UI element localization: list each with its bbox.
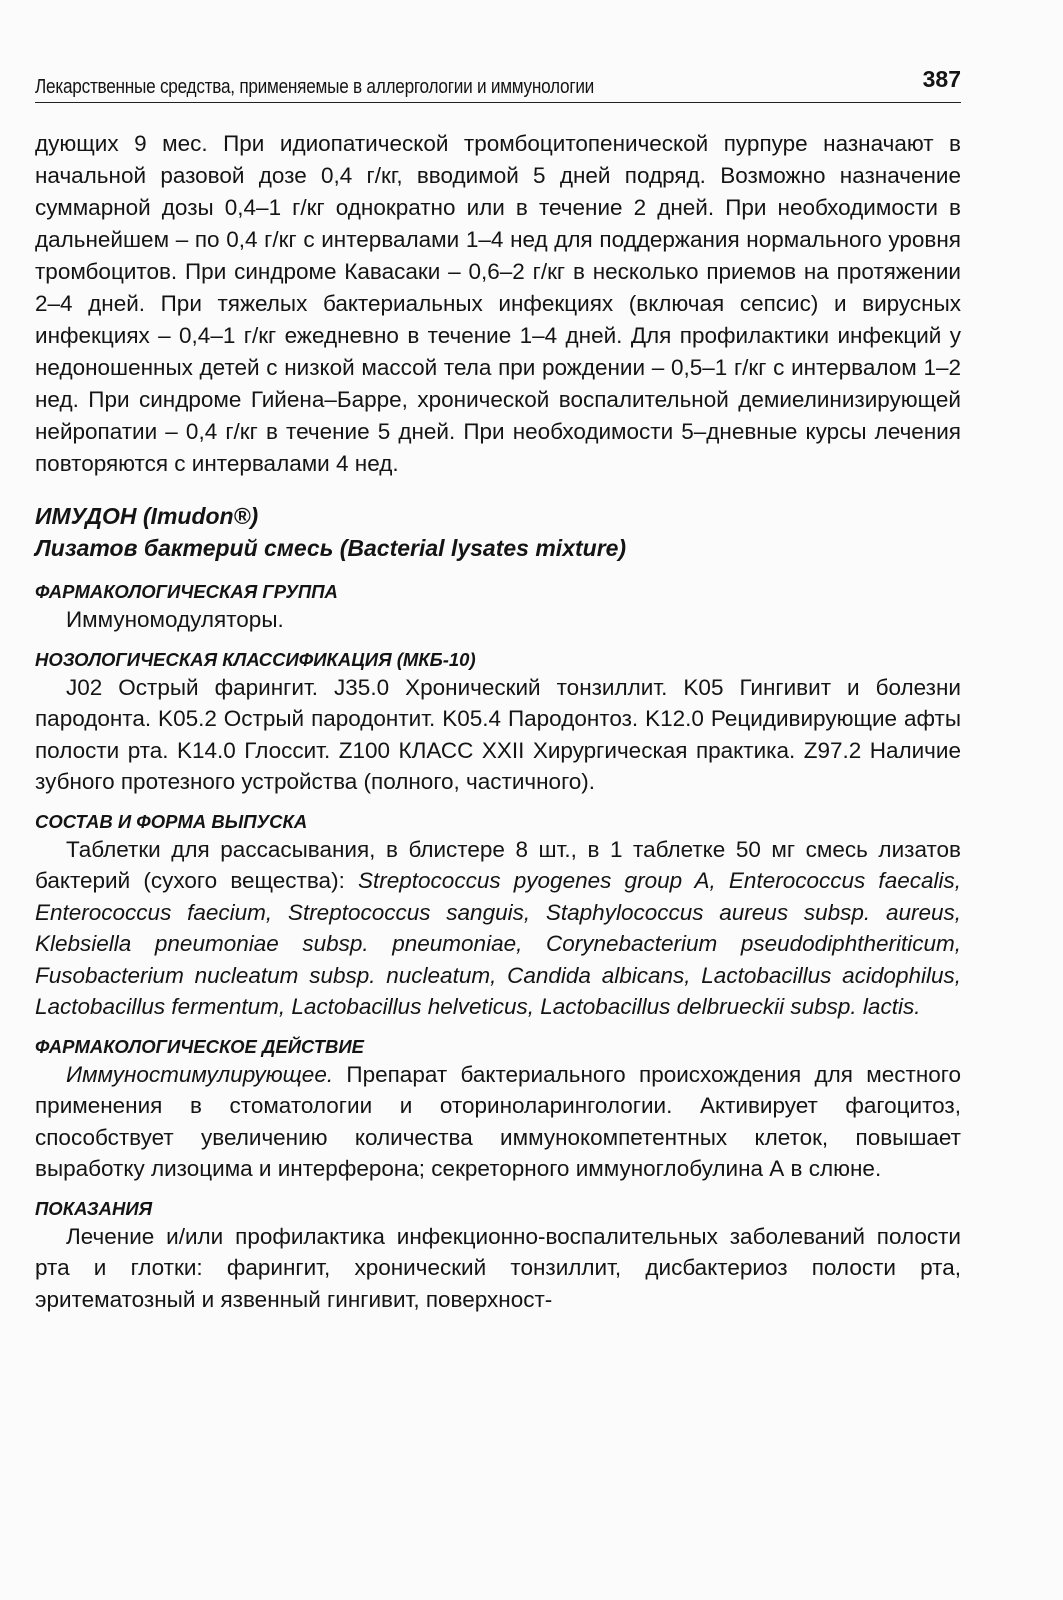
section-text-action	[35, 1059, 961, 1185]
section-heading-action: ФАРМАКОЛОГИЧЕСКОЕ ДЕЙСТВИЕ	[35, 1035, 365, 1057]
section-heading-composition: СОСТАВ И ФОРМА ВЫПУСКА	[35, 810, 308, 832]
section-heading-pharm-group: ФАРМАКОЛОГИЧЕСКАЯ ГРУППА	[35, 581, 338, 602]
intro-paragraph: дующих 9 мес. При идиопатической тромбоцитопенической пурпуре назначают в начальной разовой дозе 0,4 г/кг, вводимой 5 дней подряд. Возможно назначение суммарной дозы 0,4–1 г/кг однократно или в течение 2 дней. При необходимости в дальнейшем – по 0,4 г/кг с интервалами 1–4 нед для поддержания нормального уровня тромбоцитов. При синдроме Кавасаки – 0,6–2 г/кг в несколько приемов на протяжении 2–4 дней. При тяжелых бактериальных инфекциях (включая сепсис) и вирусных инфекциях – 0,4–1 г/кг ежедневно в течение 1–4 дней. Для профилактики инфекций у недоношенных детей с низкой массой тела при рождении – 0,5–1 г/кг с интервалом 1–2 нед. При синдроме Гийена–Барре, хронической воспалительной демиелинизирующей нейропатии – 0,4 г/кг в течение 5 дней. При необходимости 5–дневные курсы лечения повторяются с интервалами 4 нед.	[35, 131, 961, 476]
action-text: Препарат бактериального происхождения для местного применения в стоматологии и оториноларингологии. Активирует фагоцитоз, способствует увеличению количества иммунокомпетентных клеток, повышает выработку лизоцима и интерферона; секреторного иммуноглобулина А в слюне.	[35, 1061, 961, 1181]
drug-entry	[35, 500, 961, 1315]
drug-generic-name: Лизатов бактерий смесь (Bacterial lysates mixture)	[35, 535, 627, 561]
page-number: 387	[922, 66, 961, 92]
drug-trade-name: ИМУДОН (Imudon®)	[35, 503, 259, 529]
section-heading-nosology: НОЗОЛОГИЧЕСКАЯ КЛАССИФИКАЦИЯ (МКБ-10)	[35, 648, 476, 670]
section-text-nosology: J02 Острый фарингит. J35.0 Хронический тонзиллит. K05 Гингивит и болезни пародонта. K05.2 Острый пародонтит. K05.4 Пародонтоз. K12.0 Рецидивирующие афты полости рта. K14.0 Глоссит. Z100 КЛАСС XXII Хирургическая практика. Z97.2 Наличие зубного протезного устройства (полного, частичного).	[35, 674, 961, 794]
section-text-indications: Лечение и/или профилактика инфекционно-воспалительных заболеваний полости рта и глотки: фарингит, хронический тонзиллит, дисбактериоз полости рта, эритематозный и язвенный гингивит, поверхност-	[35, 1223, 961, 1312]
section-text-composition	[35, 834, 961, 1023]
composition-species-list: Streptococcus pyogenes group A, Enterococcus faecalis, Enterococcus faecium, Streptococcus sanguis, Staphylococcus aureus subsp. aureus, Klebsiella pneumoniae subsp. pneumoniae, Corynebacterium pseudodiphtheriticum, Fusobacterium nucleatum subsp. nucleatum, Candida albicans, Lactobacillus acidophilus, Lactobacillus fermentum, Lactobacillus helveticus, Lactobacillus delbrueckii subsp. lactis.	[35, 868, 961, 1019]
action-lead: Иммуностимулирующее.	[66, 1061, 334, 1087]
composition-text: Таблетки для рассасывания, в блистере 8 шт., в 1 таблетке 50 мг смесь лизатов бактерий (сухого вещества):	[35, 836, 961, 893]
page-body	[35, 128, 961, 1315]
running-title: Лекарственные средства, применяемые в аллергологии и иммунологии	[35, 76, 595, 98]
running-header	[35, 66, 961, 103]
section-heading-indications: ПОКАЗАНИЯ	[35, 1197, 153, 1219]
section-text-pharm-group: Иммуномодуляторы.	[66, 607, 284, 632]
